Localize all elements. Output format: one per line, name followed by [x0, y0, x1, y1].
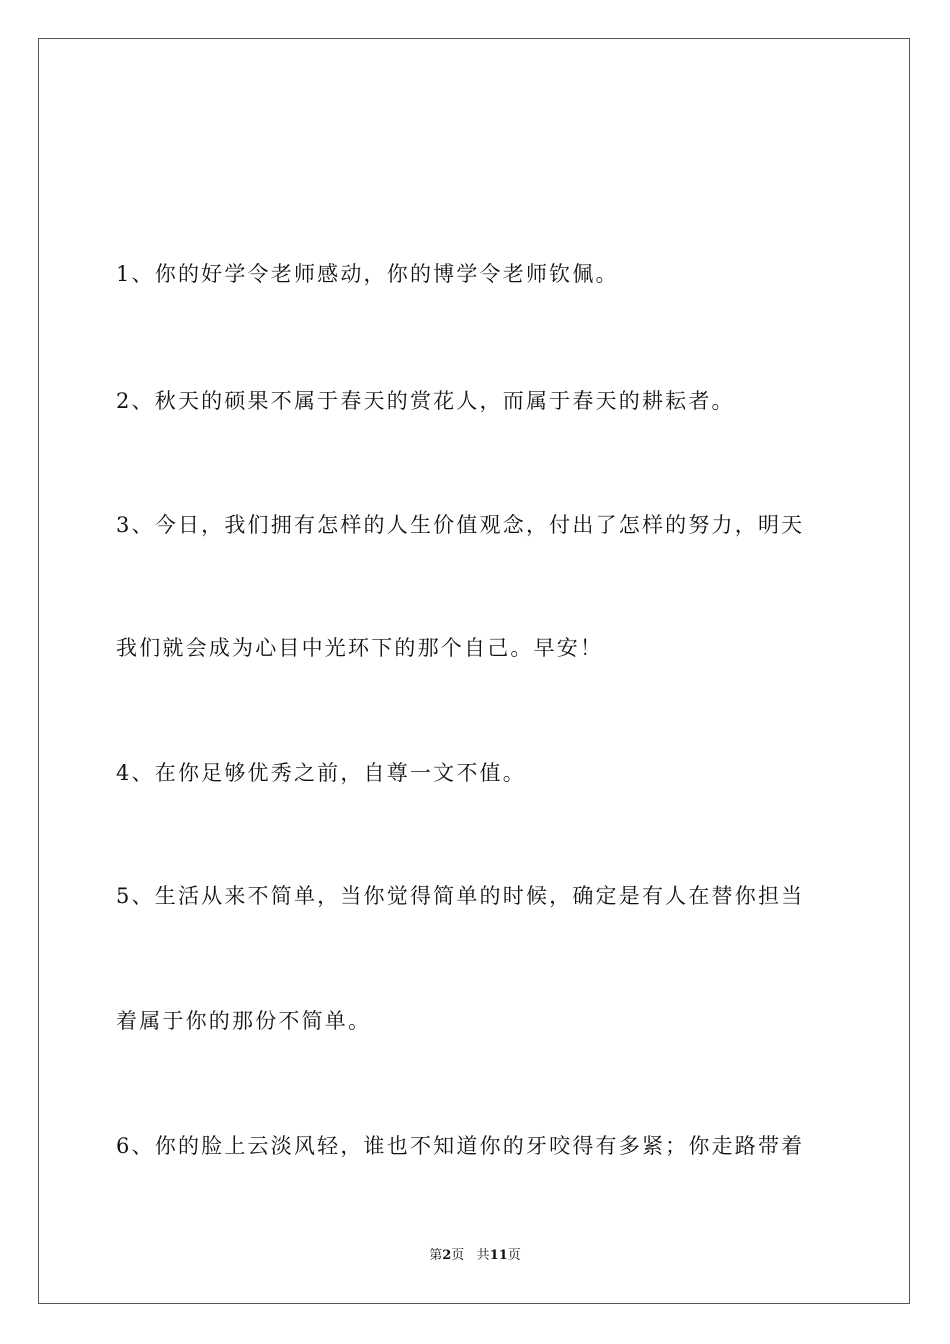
footer-page-number: 2 [442, 1248, 452, 1263]
footer-total-pages: 11 [489, 1248, 508, 1263]
text-line-3: 3、今日，我们拥有怎样的人生价值观念，付出了怎样的努力，明天 [116, 513, 805, 537]
footer-total-suffix: 页 [507, 1248, 521, 1263]
page-frame [38, 38, 910, 1304]
text-line-2: 2、秋天的硕果不属于春天的赏花人，而属于春天的耕耘者。 [116, 389, 735, 413]
text-line-7: 着属于你的那份不简单。 [116, 1009, 372, 1033]
footer-page-prefix: 第 [429, 1248, 443, 1263]
footer-total-prefix: 共 [476, 1248, 490, 1263]
text-line-4: 我们就会成为心目中光环下的那个自己。早安！ [116, 636, 604, 660]
text-line-8: 6、你的脸上云淡风轻，谁也不知道你的牙咬得有多紧；你走路带着 [116, 1134, 805, 1158]
text-line-6: 5、生活从来不简单，当你觉得简单的时候，确定是有人在替你担当 [116, 884, 805, 908]
text-line-5: 4、在你足够优秀之前，自尊一文不值。 [116, 761, 526, 785]
footer-page-suffix: 页 [451, 1248, 465, 1263]
page-footer [0, 1247, 950, 1265]
text-line-1: 1、你的好学令老师感动，你的博学令老师钦佩。 [116, 262, 619, 286]
